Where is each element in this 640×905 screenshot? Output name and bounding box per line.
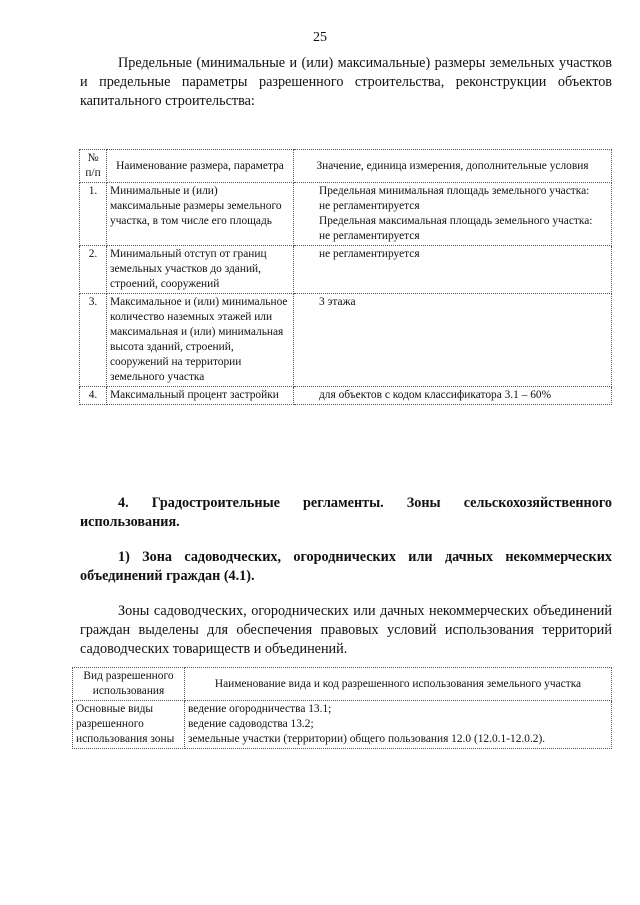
permitted-use-table [72,667,612,749]
intro-paragraph: Предельные (минимальные и (или) максимальные) размеры земельных участков и предельные параметры разрешенного строительства, реконструкции объектов капитального строительства: [80,55,612,109]
row-number: 1. [80,183,107,246]
page-number: 25 [313,30,327,45]
table-row [73,701,612,749]
header-use-type: Вид разрешенного использования [73,668,185,701]
value-line: не регламентируется [319,230,420,242]
value-line: для объектов с кодом классификатора 3.1 – 60% [319,389,552,401]
row-parameter-name: Максимальный процент застройки [107,387,294,405]
row-parameter-name: Минимальные и (или) максимальные размеры земельного участка, в том числе его площадь [107,183,294,246]
value-line: не регламентируется [319,200,420,212]
row-use-type: Основные виды разрешенного использования зоны [73,701,185,749]
header-value: Значение, единица измерения, дополнительные условия [294,150,612,183]
subsection-heading: 1) Зона садоводческих, огороднических или дачных некоммерческих объединений граждан (4.1). [80,549,612,584]
table-header-row [80,150,612,183]
zone-paragraph: Зоны садоводческих, огороднических или дачных некоммерческих объединений граждан выделены для обеспечения правовых условий использования территорий садоводческих товариществ и объединений. [80,603,612,657]
section-heading: 4. Градостроительные регламенты. Зоны сельскохозяйственного использования. [80,495,612,530]
value-line: 3 этажа [319,296,356,308]
row-use-items [185,701,612,749]
table-row [80,387,612,405]
table-row [80,294,612,387]
use-item: ведение садоводства 13.2; [188,718,314,730]
row-value [294,183,612,246]
row-number: 4. [80,387,107,405]
row-number: 3. [80,294,107,387]
value-line: Предельная максимальная площадь земельного участка: [319,215,593,227]
use-item: ведение огородничества 13.1; [188,703,332,715]
table-row [80,246,612,294]
header-number: № п/п [80,150,107,183]
table-header-row [73,668,612,701]
row-value [294,387,612,405]
use-item: земельные участки (территории) общего пользования 12.0 (12.0.1-12.0.2). [188,733,546,745]
row-parameter-name: Минимальный отступ от границ земельных участков до зданий, строений, сооружений [107,246,294,294]
row-number: 2. [80,246,107,294]
value-line: не регламентируется [319,248,420,260]
row-value [294,294,612,387]
table-row [80,183,612,246]
header-use-name: Наименование вида и код разрешенного использования земельного участка [185,668,612,701]
row-value [294,246,612,294]
row-parameter-name: Максимальное и (или) минимальное количество наземных этажей или максимальная и (или) минимальная высота зданий, строений, сооружений на территории земельного участка [107,294,294,387]
parameters-table [79,149,612,405]
value-line: Предельная минимальная площадь земельного участка: [319,185,590,197]
header-parameter-name: Наименование размера, параметра [107,150,294,183]
